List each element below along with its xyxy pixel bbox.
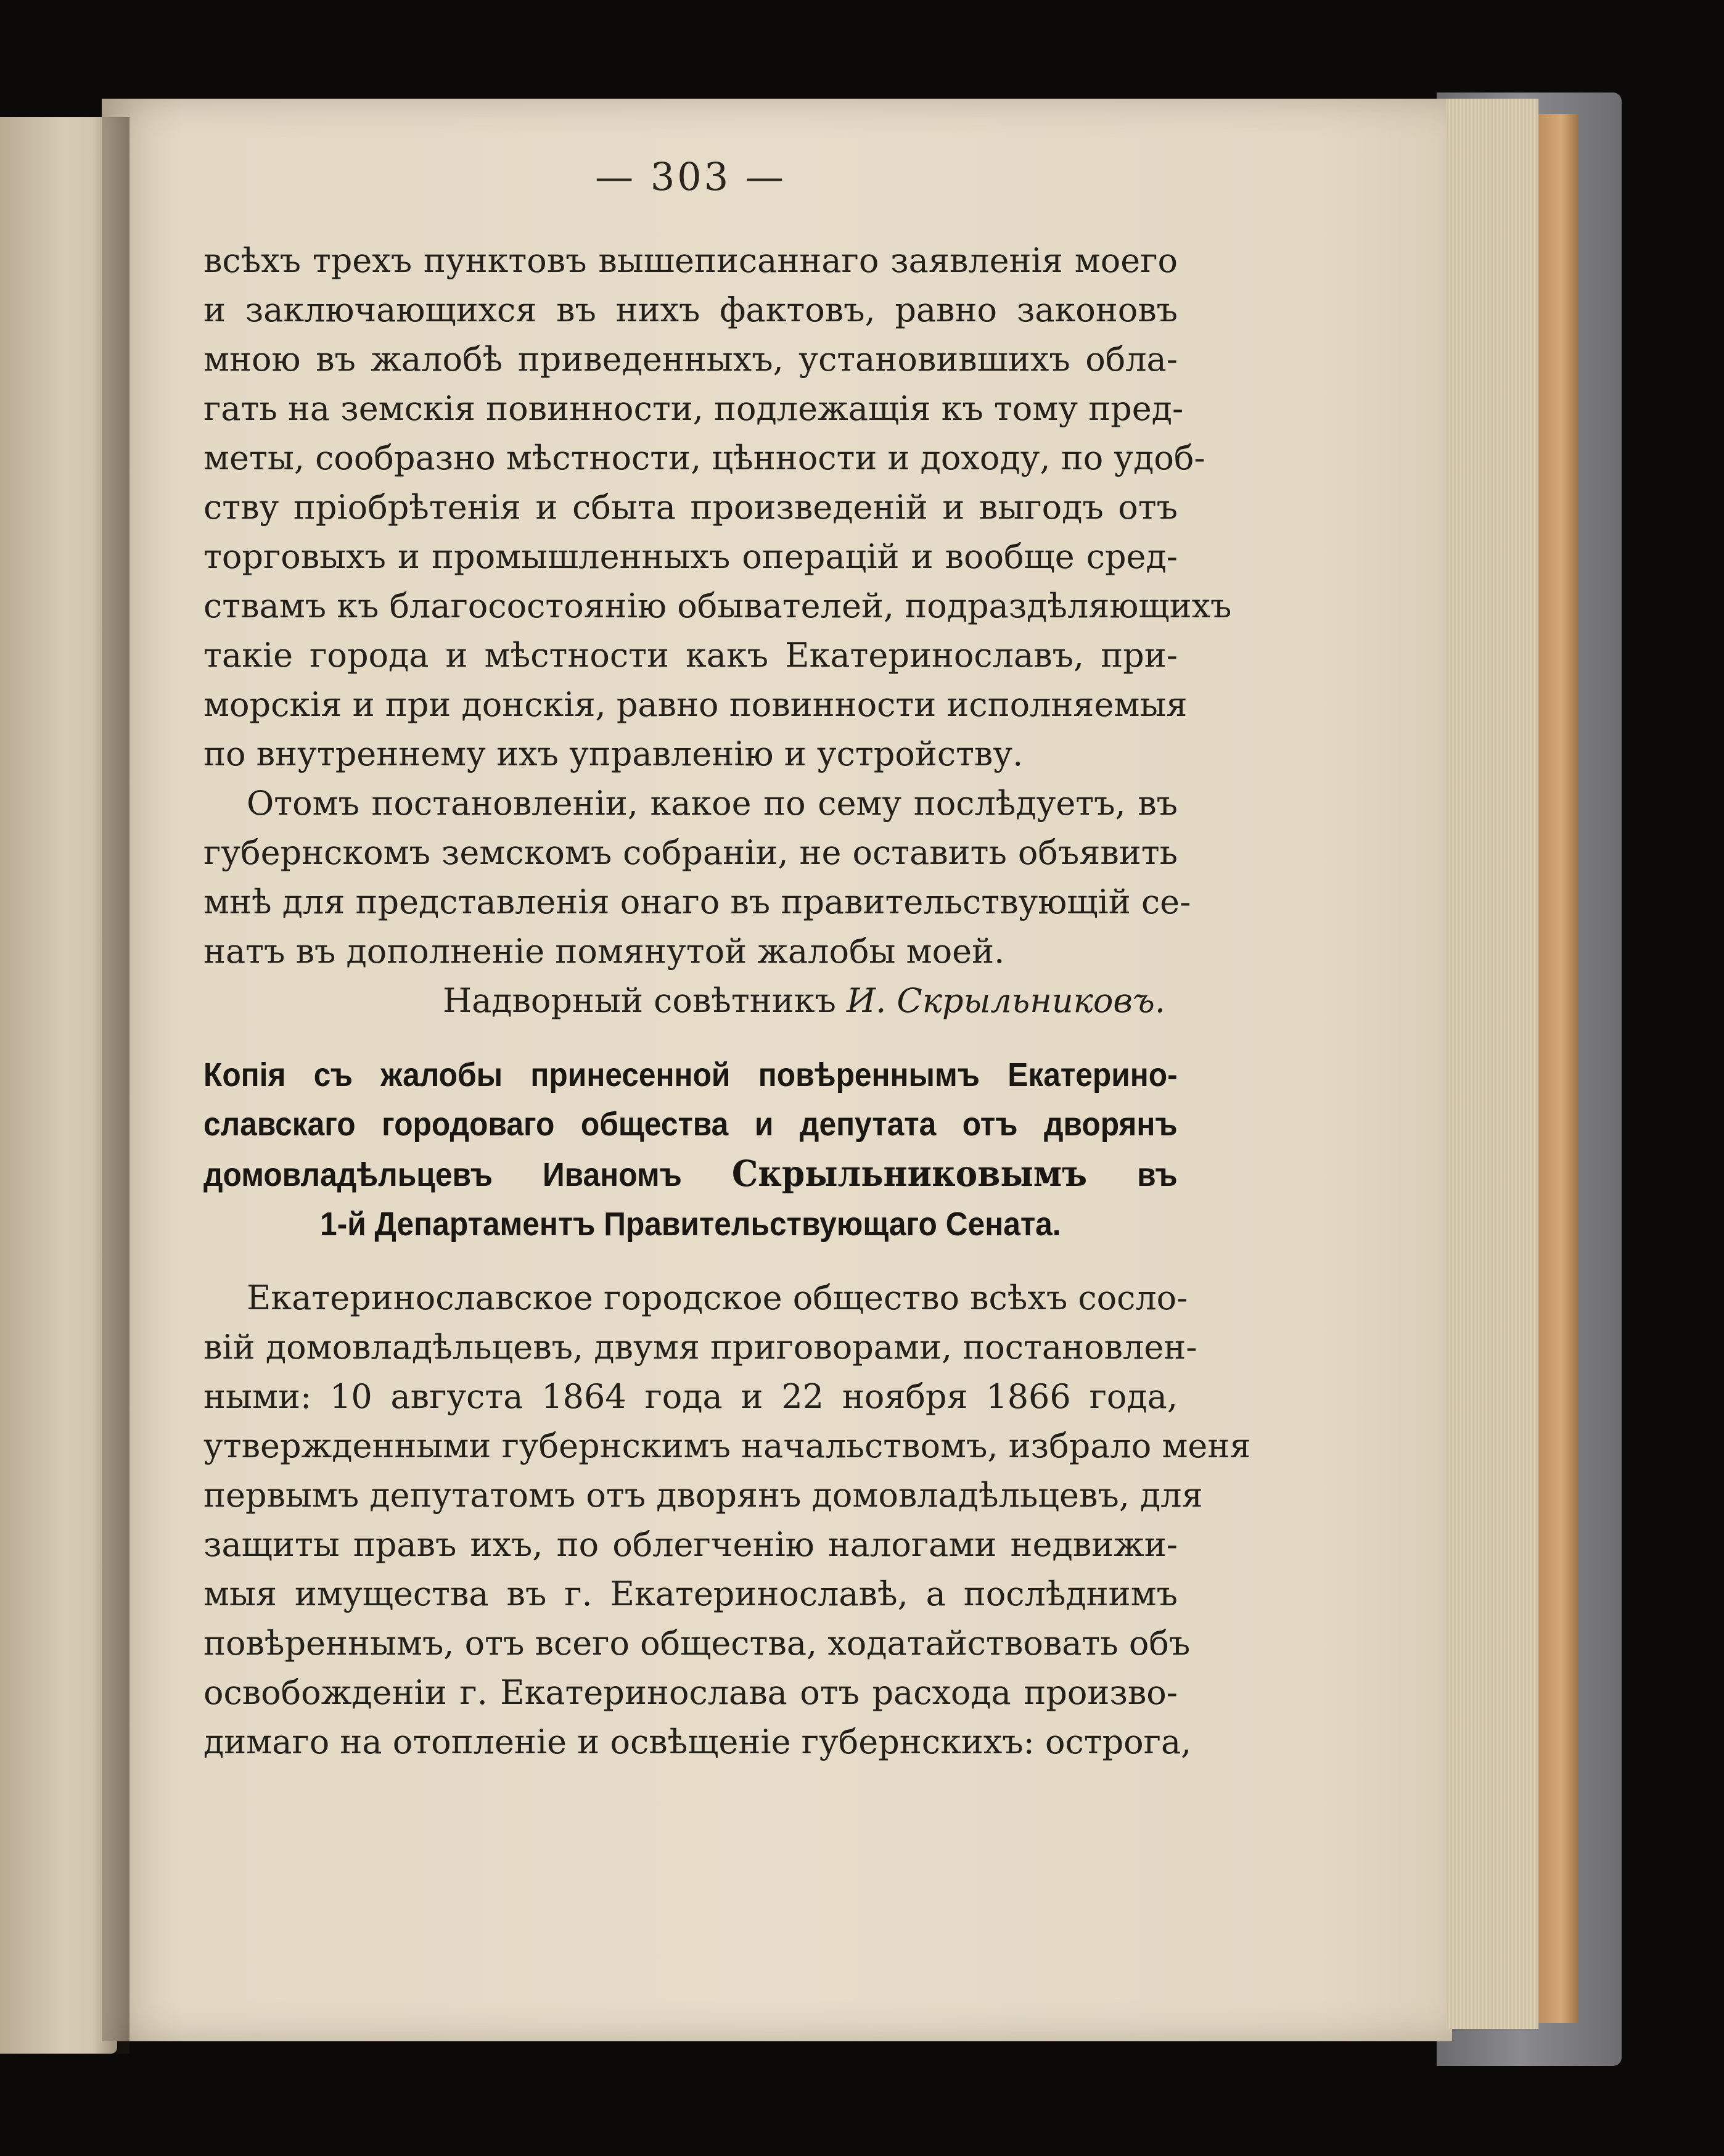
text-line: такіе города и мѣстности какъ Екатеринославъ, при- [203, 636, 1178, 675]
text-line: Екатеринославское городское общество всѣхъ сосло- [247, 1278, 1188, 1317]
text-line: вій домовладѣльцевъ, двумя приговорами, постановлен- [203, 1328, 1197, 1367]
text-line: и заключающихся въ нихъ фактовъ, равно законовъ [203, 290, 1178, 329]
paragraph-2 [203, 779, 1191, 976]
text-line: ными: 10 августа 1864 года и 22 ноября 1866 года, [203, 1377, 1178, 1416]
gutter-shadow [92, 117, 129, 2054]
text-line: мною въ жалобѣ приведенныхъ, установившихъ обла- [203, 340, 1178, 379]
text-line: защиты правъ ихъ, по облегченію налогами недвижи- [203, 1525, 1178, 1564]
heading-line [203, 1149, 1178, 1199]
page-block-edge [1446, 99, 1538, 2029]
page-content [203, 154, 1251, 1767]
text-line: меты, сообразно мѣстности, цѣнности и доходу, по удоб- [203, 438, 1205, 477]
text-line: губернскомъ земскомъ собраніи, не оставить объявить [203, 833, 1178, 872]
signature [203, 976, 1178, 1026]
text-line: первымъ депутатомъ отъ дворянъ домовладѣльцевъ, для [203, 1476, 1203, 1515]
paragraph-1 [203, 236, 1232, 779]
text-line: натъ въ дополненіе помянутой жалобы моей. [203, 932, 1005, 971]
section-heading [203, 1050, 1178, 1249]
text-line: мнѣ для представленія онаго въ правительствующій се- [203, 883, 1191, 921]
page-number: — 303 — [595, 154, 786, 199]
cover-board-edge [1535, 114, 1578, 2023]
heading-line: славскаго городоваго общества и депутата отъ дворянъ [203, 1106, 1178, 1143]
heading-text: домовладѣльцевъ Иваномъ [203, 1156, 682, 1193]
text-line: Отомъ постановленіи, какое по сему послѣдуетъ, въ [247, 784, 1178, 823]
text-line: торговыхъ и промышленныхъ операцій и вообще сред- [203, 537, 1178, 576]
signature-title: Надворный совѣтникъ [442, 981, 836, 1020]
paragraph-3 [203, 1273, 1251, 1767]
heading-line: Копія съ жалобы принесенной повѣреннымъ Екатерино- [203, 1056, 1178, 1093]
signature-name: И. Скрыльниковъ. [846, 981, 1165, 1020]
heading-text: въ [1137, 1156, 1178, 1193]
text-line: всѣхъ трехъ пунктовъ вышеписаннаго заявленія моего [203, 241, 1178, 280]
text-line: гать на земскія повинности, подлежащія къ тому пред- [203, 389, 1184, 428]
text-line: повѣреннымъ, отъ всего общества, ходатайствовать объ [203, 1624, 1191, 1663]
heading-line: 1-й Департаментъ Правительствующаго Сената. [320, 1206, 1061, 1243]
text-line: по внутреннему ихъ управленію и устройству. [203, 734, 1024, 773]
heading-surname: Скрыльниковымъ [731, 1153, 1088, 1195]
text-line: димаго на отопленіе и освѣщеніе губернскихъ: острога, [203, 1722, 1192, 1761]
text-line: утвержденными губернскимъ начальствомъ, избрало меня [203, 1426, 1251, 1465]
text-line: мыя имущества въ г. Екатеринославѣ, а послѣднимъ [203, 1574, 1178, 1613]
text-line: ству пріобрѣтенія и сбыта произведеній и выгодъ отъ [203, 488, 1178, 527]
text-line: ствамъ къ благосостоянію обывателей, подраздѣляющихъ [203, 586, 1232, 625]
text-line: морскія и при донскія, равно повинности исполняемыя [203, 685, 1188, 724]
text-line: освобожденіи г. Екатеринослава отъ расхода произво- [203, 1673, 1178, 1712]
